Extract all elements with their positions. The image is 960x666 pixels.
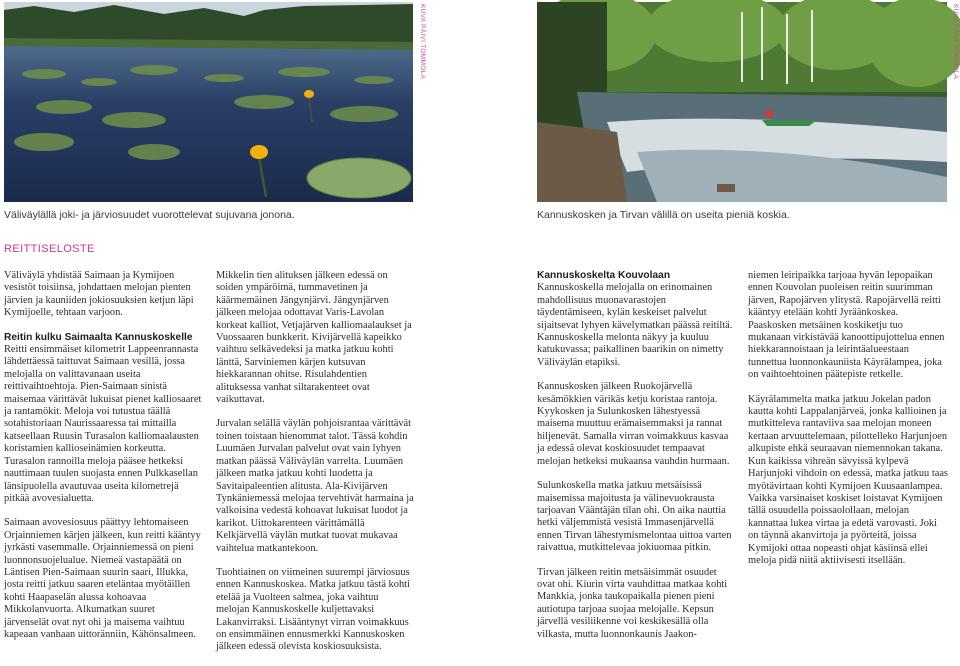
paragraph: Jurvalan selällä väylän pohjoisrantaa värittävät toinen toistaan hienommat talot. Tässä kohdin Luumäen Jurvalan palvelut ovat vain lyhyen matkan päässä Väliväylän varrelta. Luumäen jälkeen matka jatkuu kohti luodetta ja Savitaipaleentien alitusta. Ala-Kivijärven Tynkäniemessä melojaa tervehtivät harmaina ja valkoisina vedestä kohoavat lukuisat luodot ja karikot. Uittokarenteen värittämällä Kelkjärvellä väylän mutkat tuovat mukavaa vaihtelua matkantekoon. — [216, 418, 414, 554]
paragraph: Käyrälammelta matka jatkuu Jokelan padon kautta kohti Lappalanjärveä, jonka kallioinen ja mutkitteleva rantaviiva saa melojan moneen kertaan arvuuttelemaan, pilottelleko Harjunjoen alkupiste ehkä seuraavan niemennokan takana. Kun kaikissa vihreän sävyissä kylpevä Harjunjoki vihdoin on edessä, matka jatkuu taas myötävirtaan kohti Kymijoen Kuusaanlampea. Vaikka varsinaiset koskiset loistavat Kymijoen tällä osuudella poissaolollaan, melojan kannattaa lukea virtaa ja edetä varovasti. Joki on täynnä akanvirtoja ja pyörteitä, joissa Kymijoki ottaa nopeasti ohjat käsiinsä ellei meloja pidä niitä aktiivisesti itsellään. — [748, 393, 948, 566]
text-column — [537, 270, 735, 653]
paragraph: Saimaan avovesiosuus päättyy lehtomaiseen Orjainniemen kärjen jälkeen, kun reitti kääntyy jyrkästi vasemmalle. Orjainniemessä on pieni luonnonsuojelualue. Niemeä vastapäätä on Läntisen Pien-Saimaan suurin saari, Illukka, josta reitti jatkuu saaren eteläntaa myötäillen kohti Haapaselän alussa kohoavaa Mikkolanvuorta. Alkumatkan suuret järvenselät ovat nyt ohi ja maisema vaihtuu kapeaan vanhaan uittoränniin, Kähönsalmeen. — [4, 517, 201, 640]
paragraph: Kannuskosken jälkeen Ruokojärvellä kesämökkien värikäs ketju koristaa rantoja. Kyykosken ja Sulunkosken lähestyessä maisema muuttuu erämaisemmaksi ja rannat hiljenevät. Samalla virran voimakkuus kasvaa ja edessä olevat koskiosuudet tempaavat melojan hetkeksi mukaansa vauhdin hurmaan. — [537, 381, 730, 467]
photo-credit: KUVA PÄIVI TOMMOLA — [419, 4, 426, 80]
lake-water-lily-photo — [4, 2, 413, 202]
paragraph: Mikkelin tien alituksen jälkeen edessä on soiden ympäröimä, tummavetinen ja käärmemäinen Jängynjärvi. Jängynjärven jälkeen melojaa odottavat Varis-Lavolan korkeat kalliot, Vetjajärven kalliomaalaukset ja Vuossaaren bunkkerit. Kivijärvellä kapeikko vaihtuu selkävedeksi ja matka jatkuu kohti länttä, Sarviniemen kärjen kutsuvan hiekkarannan ohitse. Risulahdentien alituksessa vanhat siltarakenteet ovat vaikuttavat. — [216, 270, 412, 406]
photo-caption: Kannuskosken ja Tirvan välillä on useita pieniä koskia. — [537, 209, 790, 221]
paragraph: niemen leiripaikka tarjoaa hyvän lepopaikan ennen Kouvolan puoleisen reitin suurimman järven, Rapojärven ylitystä. Rapojärvellä reitti kääntyy etelään kohti Jyräänkoskea. Paaskosken metsäinen koskiketju tuo mukanaan virkistävää kanoottipujottelua ennen hiekkarannoistaan ja leirintäalueestaan tunnettua luonnonkauniista Käyrälampea, joka on vaihtoehtoinen päätepiste retkelle. — [748, 270, 945, 381]
paragraph: Väliväylä yhdistää Saimaan ja Kymijoen vesistöt toisiinsa, johdattaen melojan pienten järvien ja kauniiden jokiosuuksien ketjun läpi Kymijoelle, tehtaan varjoon. — [4, 270, 194, 319]
photo-credit: KUVA PÄIVI TOMMOLA — [952, 4, 959, 80]
paragraph: Kannuskoskella melojalla on erinomainen mahdollisuus muonavarastojen täydentämiseen, kylän keskeiset palvelut sijaitsevat lyhyen kävelymatkan päässä reitiltä. Kannuskoskella melonta näkyy ja kuuluu katukuvassa; paikallinen baarikin on nimetty Väliväylän etapiksi. — [537, 282, 733, 368]
text-column — [748, 270, 948, 579]
subheading: Reitin kulku Saimaalta Kannuskoskelle — [4, 331, 193, 343]
text-column — [4, 270, 202, 653]
paragraph: Sulunkoskella matka jatkuu metsäisissä maisemissa majoitusta ja välinevuokrausta tarjoavan Vääntäjän tilan ohi. On aika nauttia hetki väljemmistä vesistä Immasenjärvellä ennen Tirvan lähestymismelontaa uittoa varten raivattua, mutkittelevaa jokiuomaa pitkin. — [537, 480, 732, 554]
paragraph: Reitti ensimmäiset kilometrit Lappeenrannasta lähdettäessä taittuvat Saimaan vesillä, jossa melojalla on valittavanaan useita reittivaihtoehtoja. Pien-Saimaan sinistä maisemaa värittävät lukuisat pienet kalliosaaret ja rantamökit. Meloja voi tutustua täällä sotahistoriaan Naurissaaressa tai mittailla katseellaan Ruusin Turasalon kalliomaalausten koristamien kallioseinämien korkeutta. Turasalon rannoilla meloja pääsee hetkeksi nauttimaan tuulen suojasta ennen Pulkkasellan länsipuolella avautuvaa useita kilometrejä pitkää avovesialuetta. — [4, 344, 202, 504]
paragraph: Tuohtiainen on viimeinen suurempi järviosuus ennen Kannuskoskea. Matka jatkuu tästä kohti etelää ja Vuolteen salmea, joka vaihtuu melojan Kannuskoskelle kuljettavaksi Lakanvirraksi. Lisääntynyt virran voimakkuus on ensimmäinen ennusmerkki Kannuskosken jälkeen edessä olevista koskiosuuksista. — [216, 566, 410, 653]
river-canoe-photo — [537, 2, 947, 202]
text-column — [216, 270, 414, 666]
photo-caption: Väliväylällä joki- ja järviosuudet vuorottelevat sujuvana jonona. — [4, 209, 295, 221]
paragraph: Tirvan jälkeen reitin metsäisimmät osuudet ovat ohi. Kiurin virta vauhdittaa matkaa kohti Mankkia, jonka taukopaikalla pienen pieni autiotupa tarjoaa suojaa melojalle. Kepsun järvellä vesiliikenne voi keskikesällä olla vilkasta, mutta luonnonkaunis Jaakon- — [537, 566, 728, 640]
section-label: REITTISELOSTE — [4, 243, 95, 255]
subheading: Kannuskoskelta Kouvolaan — [537, 270, 671, 281]
